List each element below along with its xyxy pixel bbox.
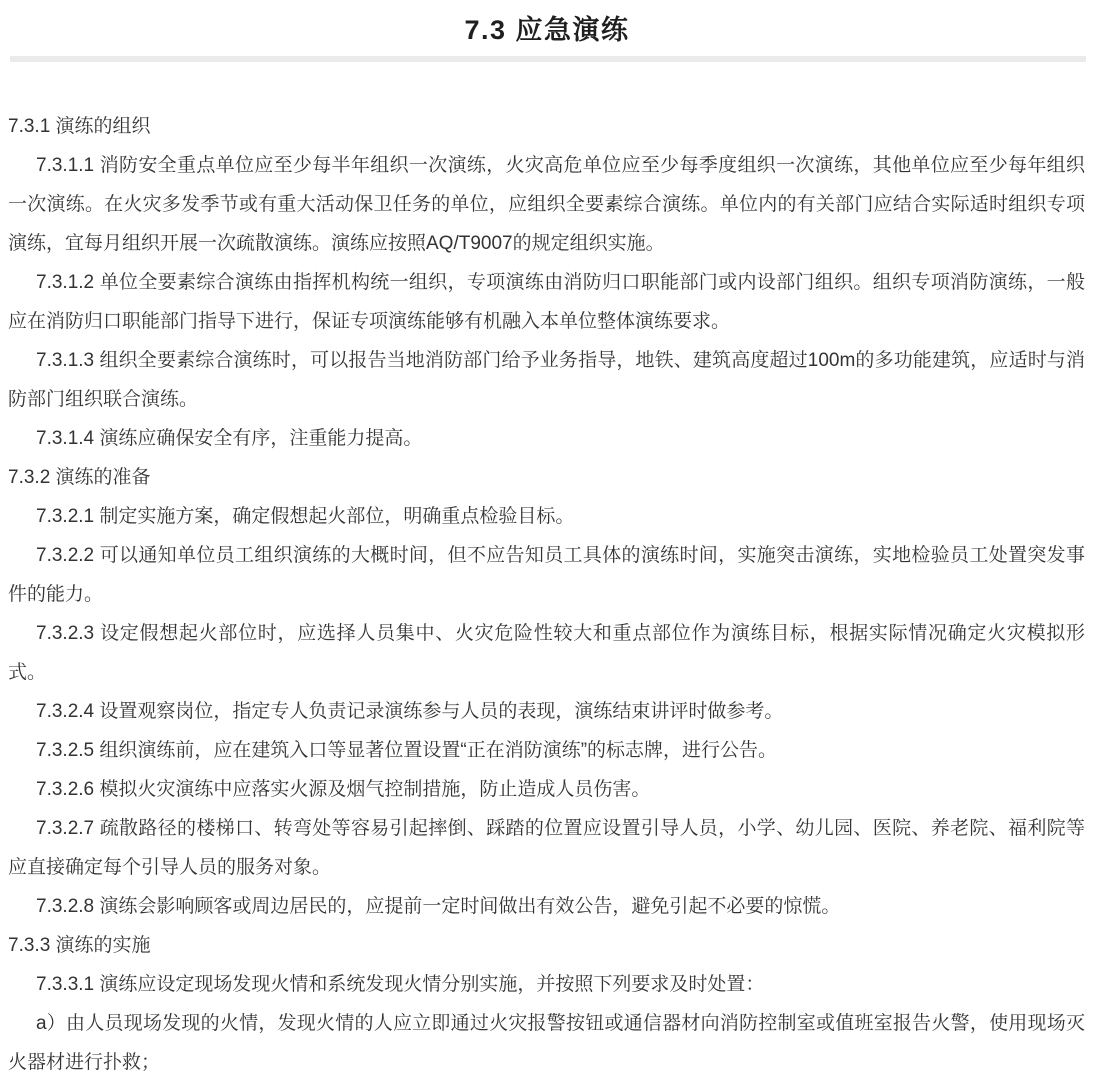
paragraph: 7.3.1.2 单位全要素综合演练由指挥机构统一组织，专项演练由消防归口职能部门或内设部门组织。组织专项消防演练，一般应在消防归口职能部门指导下进行，保证专项演练能够有机融入本单位整体演练要求。: [8, 272, 1085, 332]
section-heading: 7.3.3 演练的实施: [8, 935, 151, 956]
section-heading: 7.3.2 演练的准备: [8, 467, 151, 488]
paragraph: 7.3.1.1 消防安全重点单位应至少每半年组织一次演练，火灾高危单位应至少每季度组织一次演练，其他单位应至少每年组织一次演练。在火灾多发季节或有重大活动保卫任务的单位，应组织全要素综合演练。单位内的有关部门应结合实际适时组织专项演练，宜每月组织开展一次疏散演练。演练应按照AQ/T9007的规定组织实施。: [8, 155, 1085, 254]
paragraph: 7.3.2.6 模拟火灾演练中应落实火源及烟气控制措施，防止造成人员伤害。: [36, 779, 651, 800]
paragraph: 7.3.2.7 疏散路径的楼梯口、转弯处等容易引起摔倒、踩踏的位置应设置引导人员，小学、幼儿园、医院、养老院、福利院等应直接确定每个引导人员的服务对象。: [8, 818, 1085, 878]
document-title: 7.3 应急演练: [464, 15, 630, 45]
document-body: [0, 107, 1094, 1080]
paragraph: 7.3.2.2 可以通知单位员工组织演练的大概时间，但不应告知员工具体的演练时间，实施突击演练，实地检验员工处置突发事件的能力。: [8, 545, 1085, 605]
title-divider: [10, 56, 1086, 62]
paragraph: 7.3.1.3 组织全要素综合演练时，可以报告当地消防部门给予业务指导，地铁、建筑高度超过100m的多功能建筑，应适时与消防部门组织联合演练。: [8, 350, 1085, 410]
paragraph: 7.3.2.1 制定实施方案，确定假想起火部位，明确重点检验目标。: [36, 506, 575, 527]
paragraph: 7.3.3.1 演练应设定现场发现火情和系统发现火情分别实施，并按照下列要求及时处置：: [36, 974, 765, 995]
paragraph: 7.3.2.8 演练会影响顾客或周边居民的，应提前一定时间做出有效公告，避免引起不必要的惊慌。: [36, 896, 841, 917]
paragraph: a）由人员现场发现的火情，发现火情的人应立即通过火灾报警按钮或通信器材向消防控制室或值班室报告火警，使用现场灭火器材进行扑救；: [8, 1013, 1085, 1073]
paragraph: 7.3.2.5 组织演练前，应在建筑入口等显著位置设置“正在消防演练”的标志牌，进行公告。: [36, 740, 778, 761]
paragraph: 7.3.1.4 演练应确保安全有序，注重能力提高。: [36, 428, 423, 449]
section-heading: 7.3.1 演练的组织: [8, 116, 151, 137]
paragraph: 7.3.2.4 设置观察岗位，指定专人负责记录演练参与人员的表现，演练结束讲评时做参考。: [36, 701, 784, 722]
paragraph: 7.3.2.3 设定假想起火部位时，应选择人员集中、火灾危险性较大和重点部位作为演练目标，根据实际情况确定火灾模拟形式。: [8, 623, 1085, 683]
